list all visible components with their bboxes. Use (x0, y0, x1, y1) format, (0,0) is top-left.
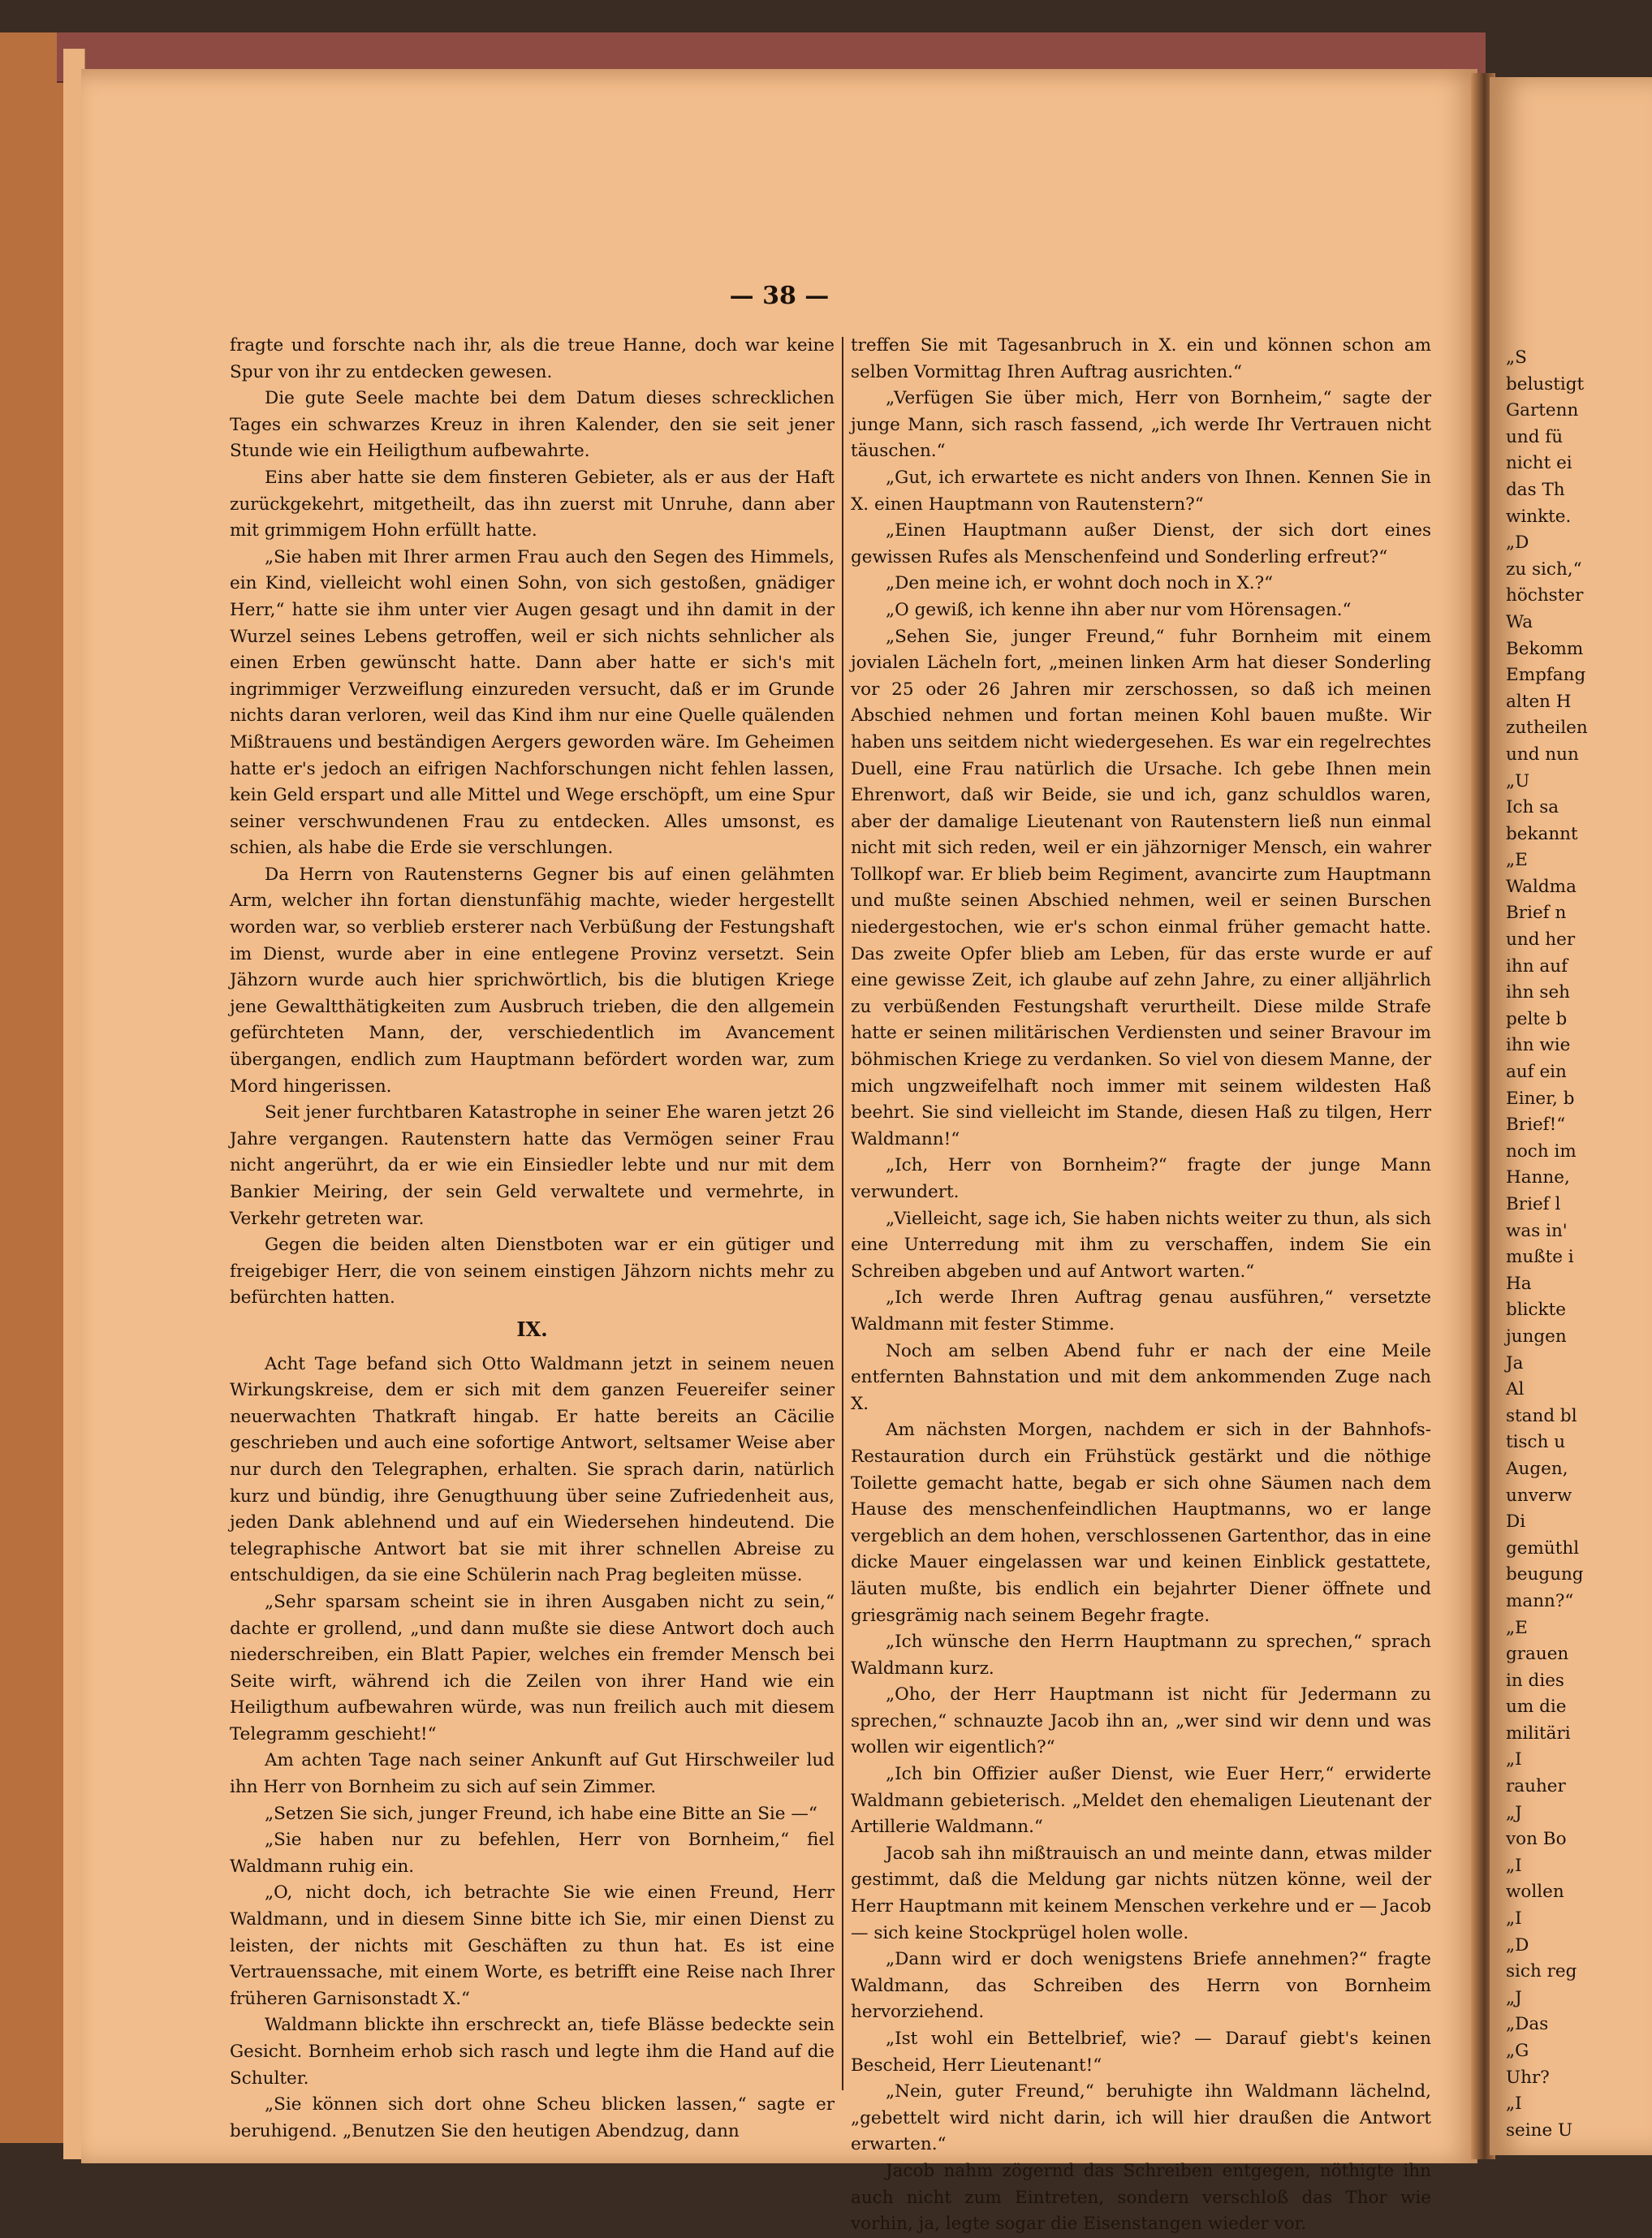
facing-page-line-fragment: rauher (1506, 1776, 1566, 1797)
paragraph: „Ich, Herr von Bornheim?“ fragte der junge Mann verwundert. (851, 1155, 1431, 1202)
facing-page-line-fragment: alten H (1506, 691, 1572, 712)
page-number: — 38 — (729, 282, 830, 310)
facing-page-line-fragment: Einer, b (1506, 1088, 1575, 1109)
paragraph: Jacob nahm zögernd das Schreiben entgegen, nöthigte ihn auch nicht zum Eintreten, sondern verschloß das Thor wie vorhin, ja, legte sogar die Eisenstangen wieder vor. (851, 2160, 1431, 2235)
facing-page-line-fragment: winkte. (1506, 506, 1572, 527)
facing-page-line-fragment: „G (1506, 2041, 1529, 2061)
paragraph: Jacob sah ihn mißtrauisch an und meinte dann, etwas milder gestimmt, daß die Meldung gar nichts nützen könne, weil der Herr Hauptmann mit keinem Menschen verkehre und er — Jacob — sich keine Stockprügel holen wolle. (851, 1843, 1431, 1943)
facing-page-line-fragment: und her (1506, 929, 1576, 951)
paragraph: „Setzen Sie sich, junger Freund, ich habe eine Bitte an Sie —“ (265, 1803, 817, 1824)
facing-page-line-fragment: beugung (1506, 1564, 1584, 1585)
column-divider (842, 337, 843, 2090)
facing-page-line-fragment: Di (1506, 1511, 1526, 1533)
paragraph: „Ist wohl ein Bettelbrief, wie? — Darauf giebt's keinen Bescheid, Herr Lieutenant!“ (851, 2029, 1431, 2076)
paragraph: „Sie können sich dort ohne Scheu blicken lassen,“ sagte er beruhigend. „Benutzen Sie den heutigen Abendzug, dann (230, 2094, 835, 2141)
facing-page-line-fragment: „U (1506, 770, 1530, 791)
paragraph: „Ich werde Ihren Auftrag genau ausführen,“ versetzte Waldmann mit fester Stimme. (851, 1287, 1431, 1335)
facing-page-line-fragment: „S (1506, 347, 1527, 368)
paragraph: Waldmann blickte ihn erschreckt an, tiefe Blässe bedeckte sein Gesicht. Bornheim erhob sich rasch und legte ihm die Hand auf die Schulter. (230, 2015, 835, 2089)
paragraph: Noch am selben Abend fuhr er nach der eine Meile entfernten Bahnstation und mit dem ankommenden Zuge nach X. (851, 1340, 1431, 1414)
paragraph: fragte und forschte nach ihr, als die treue Hanne, doch war keine Spur von ihr zu entdecken gewesen. (230, 335, 835, 382)
facing-page-line-fragment: zutheilen (1506, 718, 1588, 739)
facing-page-line-fragment: militäri (1506, 1723, 1571, 1744)
facing-page-line-fragment: Ja (1506, 1352, 1524, 1373)
facing-page-line-fragment: „Das (1506, 2014, 1549, 2035)
facing-page-line-fragment: „E (1506, 1617, 1528, 1638)
facing-page-line-fragment: wollen (1506, 1882, 1564, 1903)
facing-page-line-fragment: „I (1506, 1855, 1522, 1876)
paragraph: „Sie haben mit Ihrer armen Frau auch den Segen des Himmels, ein Kind, vielleicht wohl einen Sohn, von sich gestoßen, gnädiger Herr,“ hatte sie ihm unter vier Augen gesagt und ihn damit in der Wurzel seines Lebens getroffen, weil er sich nichts sehnlicher als einen Erben gewünscht hatte. Dann aber hatte er sich's mit ingrimmiger Verzweiflung einzureden versucht, daß er im Grunde nichts daran verloren, weil das Kind ihm nur eine Quelle quälenden Mißtrauens und beständigen Aergers geworden wäre. Im Geheimen hatte er's jedoch an eifrigen Nachforschungen nicht fehlen lassen, kein Geld erspart und alle Mittel und Wege erschöpft, um eine Spur seiner verschwundenen Frau zu entdecken. Alles umsonst, es schien, als habe die Erde sie verschlungen. (230, 546, 835, 859)
paragraph: „Dann wird er doch wenigstens Briefe annehmen?“ fragte Waldmann, das Schreiben des Herrn von Bornheim hervorziehend. (851, 1949, 1431, 2023)
facing-page-line-fragment: das Th (1506, 479, 1565, 500)
facing-page-line-fragment: „J (1506, 1987, 1522, 2008)
facing-page-line-fragment: unverw (1506, 1485, 1572, 1506)
facing-page-line-fragment: belustigt (1506, 373, 1585, 395)
facing-page-line-fragment: bekannt (1506, 823, 1578, 844)
paragraph: „Sehen Sie, junger Freund,“ fuhr Bornheim mit einem jovialen Lächeln fort, „meinen linken Arm hat dieser Sonderling vor 25 oder 26 Jahren mir zerschossen, so daß ich meinen Abschied nehmen und fortan meinen Kohl bauen mußte. Wir haben uns seitdem nicht wiedergesehen. Es war ein regelrechtes Duell, eine Frau natürlich die Ursache. Ich gebe Ihnen mein Ehrenwort, daß wir Beide, sie und ich, ganz schuldlos waren, aber der damalige Lieutenant von Rautenstern ließ nun einmal nicht mit sich reden, weil er ein jähzorniger Mensch, ein wahrer Tollkopf war. Er blieb beim Regiment, avancirte zum Hauptmann und mußte seinen Abschied nehmen, weil er seinen Burschen niedergestochen, wie er's schon einmal früher gemacht hatte. Das zweite Opfer blieb am Leben, für das erste wurde er auf eine gewisse Zeit, ich glaube auf zehn Jahre, zu einer alljährlich zu verbüßenden Festungshaft verurtheilt. Diese milde Strafe hatte er seinen militärischen Verdiensten und seiner Bravour im böhmischen Kriege zu verdanken. So viel von diesem Manne, der mich ungzweifelhaft noch immer mit seinem wildesten Haß beehrt. Sie sind vielleicht im Stande, diesen Haß zu tilgen, Herr Waldmann!“ (851, 626, 1431, 1149)
paragraph: „Vielleicht, sage ich, Sie haben nichts weiter zu thun, als sich eine Unterredung mit ihm zu verschaffen, indem Sie ein Schreiben abgeben und auf Antwort warten.“ (851, 1208, 1431, 1282)
facing-page-line-fragment: Augen, (1506, 1458, 1568, 1479)
paragraph: „Sie haben nur zu befehlen, Herr von Bornheim,“ fiel Waldmann ruhig ein. (230, 1830, 835, 1877)
facing-page-line-fragment: Bekomm (1506, 638, 1584, 659)
paragraph: Am achten Tage nach seiner Ankunft auf Gut Hirschweiler lud ihn Herr von Bornheim zu sich auf sein Zimmer. (230, 1750, 835, 1798)
facing-page-line-fragment: Ha (1506, 1273, 1532, 1294)
book-page-right-facing (1490, 77, 1652, 2155)
chapter-heading: IX. (516, 1317, 548, 1341)
facing-page-line-fragment: höchster (1506, 585, 1584, 606)
facing-page-line-fragment: tisch u (1506, 1432, 1566, 1453)
facing-page-line-fragment: mann?“ (1506, 1590, 1574, 1611)
paragraph: „Oho, der Herr Hauptmann ist nicht für Jedermann zu sprechen,“ schnauzte Jacob ihn an, „wer sind wir denn und was wollen wir eigentlich?“ (851, 1684, 1431, 1758)
paragraph: Gegen die beiden alten Dienstboten war er ein gütiger und freigebiger Herr, die von seinem einstigen Jähzorn nichts mehr zu befürchten hatten. (230, 1235, 835, 1309)
facing-page-line-fragment: blickte (1506, 1300, 1566, 1321)
text-column-right (851, 333, 1431, 2238)
facing-page-line-fragment: noch im (1506, 1141, 1577, 1162)
facing-page-line-fragment: stand bl (1506, 1405, 1577, 1426)
paragraph: Eins aber hatte sie dem finsteren Gebieter, als er aus der Haft zurückgekehrt, mitgetheilt, das ihn zuerst mit Unruhe, dann aber mit grimmigem Hohn erfüllt hatte. (230, 467, 835, 541)
facing-page-line-fragment: „J (1506, 1802, 1522, 1823)
facing-page-line-fragment: Hanne, (1506, 1167, 1570, 1188)
facing-page-line-fragment: Waldma (1506, 876, 1577, 897)
facing-page-line-fragment: „I (1506, 1908, 1522, 1930)
facing-page-line-fragment: „E (1506, 850, 1528, 871)
paragraph: „Den meine ich, er wohnt doch noch in X.?“ (886, 573, 1274, 594)
facing-page-line-fragment: Empfang (1506, 665, 1586, 686)
facing-page-line-fragment: was in' (1506, 1220, 1568, 1241)
facing-page-line-fragment: „I (1506, 1749, 1522, 1770)
facing-page-line-fragment: mußte i (1506, 1247, 1574, 1268)
paragraph: „Nein, guter Freund,“ beruhigte ihn Waldmann lächelnd, „gebettelt wird nicht darin, ich will hier draußen die Antwort erwarten.“ (851, 2081, 1431, 2155)
facing-page-line-fragment: grauen (1506, 1644, 1569, 1665)
facing-page-line-fragment: „D (1506, 533, 1529, 554)
facing-page-line-fragment: um die (1506, 1697, 1567, 1718)
facing-page-line-fragment: Al (1506, 1379, 1525, 1400)
facing-page-line-fragment: Brief l (1506, 1194, 1561, 1214)
facing-page-line-fragment: pelte b (1506, 1008, 1568, 1029)
paragraph: „Ich bin Offizier außer Dienst, wie Euer Herr,“ erwiderte Waldmann gebieterisch. „Meldet den ehemaligen Lieutenant der Artillerie Waldmann.“ (851, 1764, 1431, 1838)
paragraph: Die gute Seele machte bei dem Datum dieses schrecklichen Tages ein schwarzes Kreuz in ihren Kalender, den sie seit jener Stunde wie ein Heiligthum aufbewahrte. (230, 388, 835, 462)
facing-page-line-fragment: Gartenn (1506, 400, 1579, 421)
facing-page-line-fragment: ihn seh (1506, 982, 1571, 1003)
paragraph: „Sehr sparsam scheint sie in ihren Ausgaben nicht zu sein,“ dachte er grollend, „und dann mußte sie diese Antwort doch auch niederschreiben, ein Blatt Papier, welches ein fremder Mensch bei Seite wirft, während ich die Zeilen von ihrer Hand wie ein Heiligthum aufbewahren würde, was nun freilich auch mit diesem Telegramm geschieht!“ (230, 1591, 835, 1744)
facing-page-line-fragment: Ich sa (1506, 797, 1559, 818)
facing-page-line-fragment: „I (1506, 2094, 1522, 2115)
facing-page-line-fragment: Wa (1506, 611, 1533, 632)
paragraph: „O, nicht doch, ich betrachte Sie wie einen Freund, Herr Waldmann, und in diesem Sinne bitte ich Sie, mir einen Dienst zu leisten, der nichts mit Geschäften zu thun hat. Es ist eine Vertrauenssache, mit einem Worte, es betrifft eine Reise nach Ihrer früheren Garnisonstadt X.“ (230, 1882, 835, 2009)
paragraph: Acht Tage befand sich Otto Waldmann jetzt in seinem neuen Wirkungskreise, dem er sich mit dem ganzen Feuereifer seiner neuerwachten Thatkraft hingab. Er hatte bereits an Cäcilie geschrieben und auch eine sofortige Antwort, seltsamer Weise aber nur durch den Telegraphen, erhalten. Sie sprach darin, natürlich kurz und bündig, ihre Genugthuung über seine Zufriedenheit aus, jeden Dank ablehnend und auf ein Wiedersehen hindeutend. Die telegraphische Antwort bat sie mit ihrer schnellen Abreise zu entschuldigen, da sie eine Schülerin nach Prag begleiten müsse. (230, 1353, 835, 1586)
paragraph: „Verfügen Sie über mich, Herr von Bornheim,“ sagte der junge Mann, sich rasch fassend, „ich werde Ihr Vertrauen nicht täuschen.“ (851, 388, 1431, 462)
facing-page-line-fragment: von Bo (1506, 1829, 1567, 1850)
paragraph: Da Herrn von Rautensterns Gegner bis auf einen gelähmten Arm, welcher ihn fortan dienstunfähig machte, wieder hergestellt worden war, so verblieb ersterer nach Verbüßung der Festungshaft im Dienst, wurde aber in eine entlegene Provinz versetzt. Sein Jähzorn wurde auch hier sprichwörtlich, bis die blutigen Kriege jene Gewaltthätigkeiten zum Ausbruch trieben, die den allgemein gefürchteten Mann, der, verschiedentlich im Avancement übergangen, endlich zum Hauptmann befördert worden war, zum Mord hingerissen. (230, 864, 835, 1097)
facing-page-line-fragment: und nun (1506, 744, 1579, 765)
paragraph: Seit jener furchtbaren Katastrophe in seiner Ehe waren jetzt 26 Jahre vergangen. Rautenstern hatte das Vermögen seiner Frau nicht angerührt, da er wie ein Einsiedler lebte und nur mit dem Bankier Meiring, der sein Geld verwaltete und vermehrte, in Verkehr getreten war. (230, 1102, 835, 1229)
paragraph: „Gut, ich erwartete es nicht anders von Ihnen. Kennen Sie in X. einen Hauptmann von Rautenstern?“ (851, 467, 1431, 515)
facing-page-line-fragment: in dies (1506, 1670, 1564, 1691)
facing-page-line-fragment: nicht ei (1506, 453, 1572, 474)
paragraph: „O gewiß, ich kenne ihn aber nur vom Hörensagen.“ (886, 599, 1352, 620)
facing-page-line-fragment: „D (1506, 1934, 1529, 1956)
facing-page-line-fragment: ihn auf (1506, 955, 1568, 977)
facing-page-line-fragment: gemüthl (1506, 1537, 1580, 1559)
facing-page-line-fragment: ihn wie (1506, 1035, 1571, 1056)
facing-page-line-fragment: Brief!“ (1506, 1115, 1566, 1136)
facing-page-line-fragment: sich reg (1506, 1961, 1577, 1982)
facing-page-line-fragment: Brief n (1506, 903, 1567, 924)
book-page-left (81, 69, 1477, 2235)
facing-page-line-fragment: jungen (1506, 1326, 1567, 1347)
paragraph: Am nächsten Morgen, nachdem er sich in der Bahnhofs-Restauration durch ein Frühstück gestärkt und die nöthige Toilette gemacht hatte, begab er sich ohne Säumen nach dem Hause des menschenfeindlichen Hauptmanns, wo er lange vergeblich an dem hohen, verschlossenen Gartenthor, das in eine dicke Mauer eingelassen war und keinen Einblick gestattete, läuten mußte, bis endlich ein bejahrter Diener öffnete und griesgrämig nach seinem Begehr fragte. (851, 1420, 1431, 1626)
facing-page-line-fragment: auf ein (1506, 1062, 1567, 1083)
facing-page-line-fragment: Uhr? (1506, 2067, 1550, 2088)
paragraph: „Einen Hauptmann außer Dienst, der sich dort eines gewissen Rufes als Menschenfeind und Sonderling erfreut?“ (851, 520, 1431, 567)
facing-page-line-fragment: und fü (1506, 426, 1564, 447)
text-column-left (230, 333, 835, 2145)
facing-page-text-fragments (1506, 345, 1588, 2144)
facing-page-line-fragment: seine U (1506, 2119, 1573, 2141)
facing-page-line-fragment: zu sich,“ (1506, 558, 1582, 580)
paragraph: „Ich wünsche den Herrn Hauptmann zu sprechen,“ sprach Waldmann kurz. (851, 1632, 1431, 1679)
paragraph: treffen Sie mit Tagesanbruch in X. ein und können schon am selben Vormittag Ihren Auftrag ausrichten.“ (851, 335, 1431, 382)
